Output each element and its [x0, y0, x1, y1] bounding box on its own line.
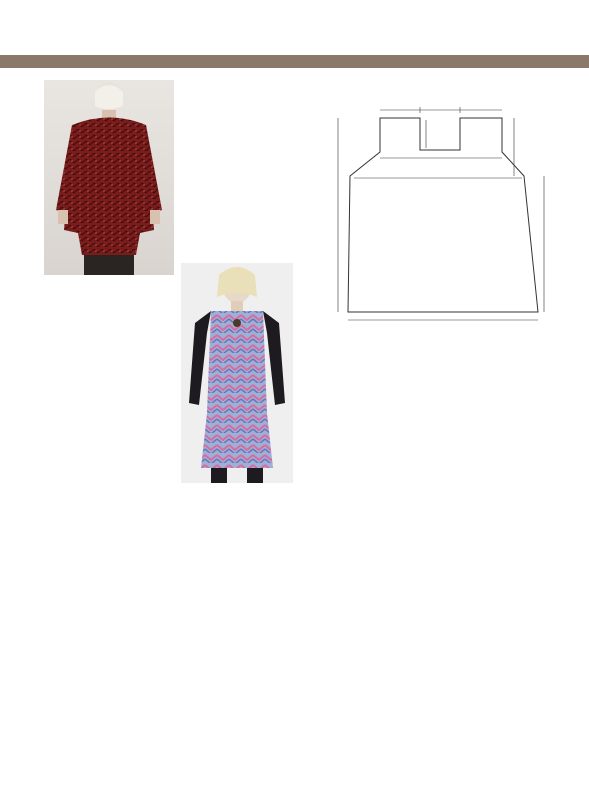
pattern-diagram — [310, 80, 580, 345]
dress-photo — [181, 263, 293, 483]
header-band — [0, 55, 589, 68]
dotted-separator — [181, 197, 293, 209]
sweater-photo — [44, 80, 174, 275]
